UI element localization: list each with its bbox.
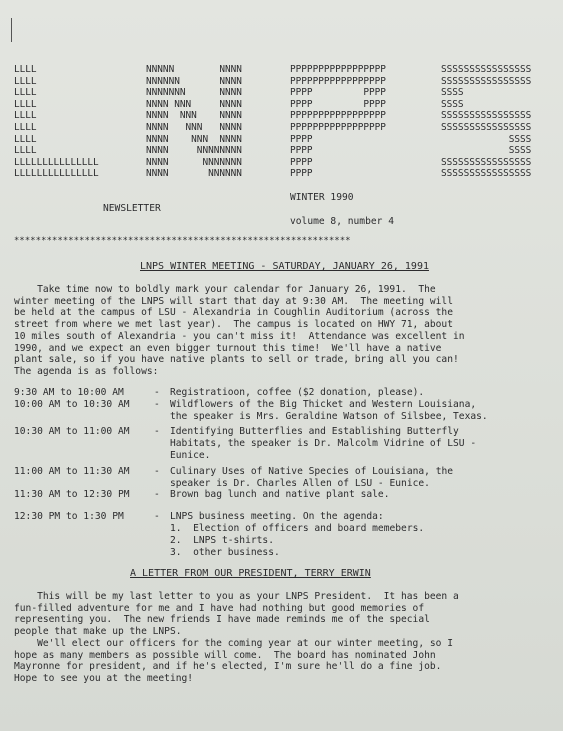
- agenda-item: [14, 387, 488, 399]
- agenda-time: 10:30 AM to 11:00 AM: [14, 426, 130, 438]
- meeting-intro: Take time now to boldly mark your calendar for January 26, 1991. The winter meeting of the LNPS will start that day at 9:30 AM. The meeting will be held at the campus of LSU - Alexandria in Coughlin Auditorium (across the street from where we met last year). The campus is located on HWY 71, about 10 miles south of Alexandria - you can't miss it! Attendance was excellent in 1990, and we expect an even bigger turnout this time! We'll have a native plant sale, so if you have native plants to sell or trade, bring all you can! The agenda is as follows:: [14, 284, 465, 377]
- agenda-list: [14, 387, 488, 558]
- agenda-time: 11:00 AM to 11:30 AM: [14, 465, 130, 477]
- meeting-heading: LNPS WINTER MEETING - SATURDAY, JANUARY 26, 1991: [140, 261, 429, 272]
- agenda-dash: -: [154, 387, 160, 398]
- agenda-dash: -: [154, 398, 160, 410]
- banner-letter-l: LLLL LLLL LLLL LLLL LLLL LLLL LLLL LLLL LLLLLLLLLLLLLLL LLLLLLLLLLLLLLL: [14, 64, 99, 180]
- agenda-description: Wildflowers of the Big Thicket and Western Louisiana, the speaker is Mrs. Geraldine Watson of Silsbee, Texas.: [170, 398, 488, 422]
- agenda-dash: -: [154, 511, 160, 523]
- agenda-description: Registratioon, coffee ($2 donation, please).: [170, 387, 425, 398]
- pen-mark: [11, 18, 12, 42]
- agenda-time: 11:30 AM to 12:30 PM: [14, 489, 130, 501]
- agenda-description: Culinary Uses of Native Species of Louisiana, the speaker is Dr. Charles Allen of LSU - Eunice.: [170, 465, 454, 489]
- letter-heading: A LETTER FROM OUR PRESIDENT, TERRY ERWIN: [130, 568, 371, 579]
- agenda-item: [14, 489, 488, 501]
- volume-number: volume 8, number 4: [290, 216, 394, 227]
- banner-letter-n: NNNNN NNNN NNNNNN NNNN NNNNNNN NNNN NNNN NNN NNNN NNNN NNN NNNN NNNN NNN NNNN NNNN NNN NNNN NNNN NNNNNNNN NNNN NNNNNNN NNNN NNNNNN: [146, 64, 242, 180]
- issue-season: WINTER 1990: [290, 192, 354, 203]
- letter-body: This will be my last letter to you as your LNPS President. It has been a fun-filled adventure for me and I have had nothing but good memories of representing you. The new friends I have made reminds me of the special people that make up the LNPS. We'll elect our officers for the coming year at our winter meeting, so I hope as many members as possible will come. The board has nominated John Mayronne for president, and if he's elected, I'm sure he'll do a fine job. Hope to see you at the meeting!: [14, 591, 459, 684]
- agenda-item: [14, 511, 488, 558]
- agenda-item: [14, 466, 488, 490]
- agenda-time: 12:30 PM to 1:30 PM: [14, 511, 124, 523]
- agenda-dash: -: [154, 465, 160, 477]
- agenda-time: 9:30 AM to 10:00 AM: [14, 387, 124, 398]
- agenda-dash: -: [154, 489, 160, 501]
- agenda-item: [14, 426, 488, 461]
- agenda-dash: -: [154, 426, 160, 438]
- banner-letter-p: PPPPPPPPPPPPPPPPP PPPPPPPPPPPPPPPPP PPPP PPPP PPPP PPPP PPPPPPPPPPPPPPPPP PPPPPPPPPPPPPPPPP PPPP PPPP PPPP PPPP: [290, 64, 386, 180]
- agenda-item: [14, 399, 488, 423]
- agenda-time: 10:00 AM to 10:30 AM: [14, 398, 130, 410]
- agenda-description: Brown bag lunch and native plant sale.: [170, 489, 390, 501]
- agenda-description: Identifying Butterflies and Establishing Butterfly Habitats, the speaker is Dr. Malcolm Vidrine of LSU - Eunice.: [170, 426, 477, 461]
- agenda-description: LNPS business meeting. On the agenda: 1. Election of officers and board memebers. 2. LNPS t-shirts. 3. other business.: [170, 511, 425, 558]
- banner-letter-s: SSSSSSSSSSSSSSSS SSSSSSSSSSSSSSSS SSSS SSSS SSSSSSSSSSSSSSSS SSSSSSSSSSSSSSSS SSSS SSSS SSSSSSSSSSSSSSSS SSSSSSSSSSSSSSSS: [441, 64, 532, 180]
- newsletter-label: NEWSLETTER: [103, 203, 161, 214]
- asterisk-divider: **************************************************************: [14, 236, 351, 246]
